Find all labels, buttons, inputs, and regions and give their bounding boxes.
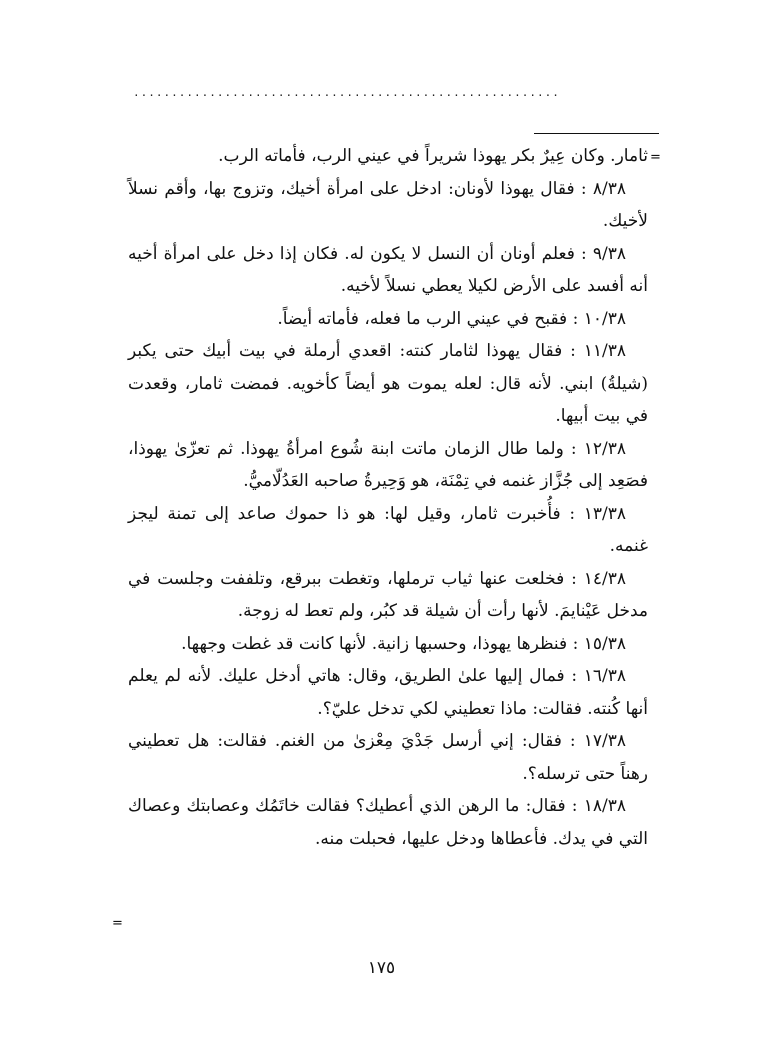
- verse-ref: ١١/٣٨: [583, 341, 626, 361]
- verse-38-11: [128, 335, 648, 433]
- verse-ref: ١٨/٣٨: [583, 796, 626, 816]
- continuation-marker-top: =: [650, 150, 661, 165]
- verse-text: ثامار. وكان عِيرٌ بكر يهوذا شريراً في عيني الرب، فأماته الرب.: [218, 146, 648, 166]
- verse-text: : فقبح في عيني الرب ما فعله، فأماته أيضاً.: [277, 308, 579, 329]
- verse-38-14: [128, 563, 648, 628]
- verse-text: : فنظرها يهوذا، وحسبها زانية. لأنها كانت قد غطت وجهها.: [181, 633, 579, 654]
- verse-ref: ١٧/٣٨: [583, 731, 626, 751]
- verse-text: : فأُخبرت ثامار، وقيل لها: هو ذا حموك صاعد إلى تمنة ليجز غنمه.: [128, 503, 648, 556]
- verse-text: : فعلم أونان أن النسل لا يكون له. فكان إذا دخل على امرأة أخيه أنه أفسد على الأرض لكيلا يعطي نسلاً لأخيه.: [128, 243, 648, 296]
- verse-text: : فقال يهوذا لثامار كنته: اقعدي أرملة في بيت أبيك حتى يكبر (شيلةُ) ابني. لأنه قال: لعله يموت هو أيضاً كأخويه. فمضت ثامار، وقعدت في بيت أبيها.: [128, 341, 648, 426]
- verse-ref: ١٦/٣٨: [583, 666, 626, 686]
- verse-continued: [128, 140, 648, 173]
- verse-38-12: [128, 433, 648, 498]
- verse-text: : ولما طال الزمان ماتت ابنة شُوع امرأةُ يهوذا. ثم تعزّىٰ يهوذا، فصَعِد إلى جُزَّاز غنمه في تِمْنَة، هو وَحِيرةُ صاحبه العَدُلّاميُّ.: [128, 438, 648, 491]
- verse-text: : فقال يهوذا لأونان: ادخل على امرأة أخيك، وتزوج بها، وأقم نسلاً لأخيك.: [128, 178, 648, 231]
- verse-text: : فخلعت عنها ثياب ترملها، وتغطت ببرقع، وتلففت وجلست في مدخل عَيْنايمَ. لأنها رأت أن شيلة قد كبُر، ولم تعط له زوجة.: [128, 568, 648, 621]
- verse-38-18: [128, 790, 648, 855]
- verse-38-15: [128, 628, 648, 661]
- verse-text: : فقال: إني أرسل جَدْيَ مِعْزىٰ من الغنم. فقالت: هل تعطيني رهناً حتى ترسله؟.: [128, 731, 648, 784]
- verse-38-16: [128, 660, 648, 725]
- verse-38-9: [128, 238, 648, 303]
- verse-ref: ١٤/٣٨: [583, 568, 626, 589]
- verse-ref: ٩/٣٨: [592, 243, 626, 264]
- verse-text: : فقال: ما الرهن الذي أعطيك؟ فقالت خاتَمُك وعصابتك وعصاك التي في يدك. فأعطاها ودخل عليها، فحبلت منه.: [128, 796, 648, 849]
- verse-ref: ٨/٣٨: [592, 178, 626, 199]
- verse-text: : فمال إليها علىٰ الطريق، وقال: هاتي أدخل عليك. لأنه لم يعلم أنها كُنته. فقالت: ماذا تعطيني لكي تدخل عليّ؟.: [128, 666, 648, 719]
- verse-38-17: [128, 725, 648, 790]
- dotted-separator: ........................................................: [133, 86, 560, 99]
- verse-38-13: [128, 498, 648, 563]
- verse-ref: ١٢/٣٨: [583, 438, 626, 459]
- page-number: ١٧٥: [367, 958, 396, 978]
- footnote-rule: [534, 133, 659, 134]
- verse-ref: ١٥/٣٨: [583, 633, 626, 654]
- verse-ref: ١٣/٣٨: [583, 503, 627, 524]
- verse-38-10: [128, 303, 648, 336]
- verse-ref: ١٠/٣٨: [583, 308, 626, 329]
- main-text: [128, 140, 648, 855]
- verse-38-8: [128, 173, 648, 238]
- continuation-marker-bottom: =: [112, 916, 123, 931]
